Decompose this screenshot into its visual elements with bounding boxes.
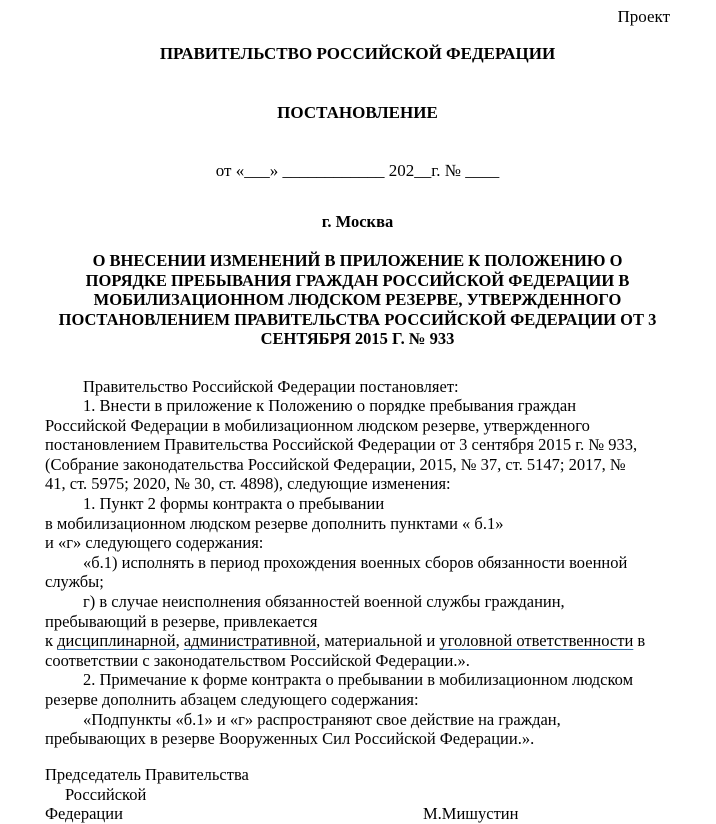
- doc-line: [45, 710, 670, 730]
- doc-line: [45, 377, 670, 397]
- doc-title-line: СЕНТЯБРЯ 2015 Г. № 933: [260, 329, 455, 348]
- text-segment: 1. Пункт 2 формы контракта о пребывании: [83, 494, 385, 514]
- text-segment: в мобилизационном людском резерве дополнить пунктами « б.1»: [45, 513, 504, 533]
- doc-title-line: ПОРЯДКЕ ПРЕБЫВАНИЯ ГРАЖДАН РОССИЙСКОЙ ФЕДЕРАЦИИ В: [85, 270, 630, 290]
- doc-type-heading: ПОСТАНОВЛЕНИЕ: [277, 103, 438, 122]
- doc-line: [45, 631, 670, 651]
- date-number-line: от «___» ____________ 202__г. № ____: [215, 161, 500, 180]
- text-segment: Правительство Российской Федерации постановляет:: [83, 376, 459, 396]
- doc-line: [45, 533, 670, 553]
- doc-line: [45, 514, 670, 534]
- text-segment: Российской Федерации в мобилизационном людском резерве, утвержденного: [45, 415, 590, 435]
- doc-title-line: МОБИЛИЗАЦИОННОМ ЛЮДСКОМ РЕЗЕРВЕ, УТВЕРЖДЕННОГО: [93, 290, 622, 309]
- disciplinary-liability-link[interactable]: дисциплинарной: [57, 631, 176, 651]
- text-segment: 2. Примечание к форме контракта о пребывании в мобилизационном людском: [83, 670, 634, 690]
- doc-line: [45, 690, 670, 710]
- doc-line: [45, 396, 670, 416]
- doc-line: [45, 670, 670, 690]
- signature-role-lines: [45, 765, 670, 824]
- text-segment: 41, ст. 5975; 2020, № 30, ст. 4898), следующие изменения:: [45, 474, 451, 494]
- text-segment: и «г» следующего содержания:: [45, 533, 264, 553]
- signature-name: М.Мишустин: [423, 804, 519, 824]
- doc-line: [45, 435, 670, 455]
- document-body: [45, 377, 670, 749]
- text-segment: ,: [175, 631, 184, 651]
- doc-line: [45, 553, 670, 573]
- signature-role-line: Председатель Правительства: [45, 764, 249, 784]
- org-name: ПРАВИТЕЛЬСТВО РОССИЙСКОЙ ФЕДЕРАЦИИ: [159, 44, 556, 63]
- doc-line: [45, 651, 670, 671]
- text-segment: постановлением Правительства Российской Федерации от 3 сентября 2015 г. № 933,: [45, 435, 638, 455]
- text-segment: соответствии с законодательством Российской Федерации.».: [45, 650, 470, 670]
- doc-line: [45, 729, 670, 749]
- doc-line: [45, 455, 670, 475]
- signature-role-line: Федерации: [45, 804, 123, 824]
- doc-line: [45, 494, 670, 514]
- project-label: Проект: [617, 7, 670, 26]
- text-segment: «б.1) исполнять в период прохождения военных сборов обязанности военной: [83, 552, 628, 572]
- signature-block: [45, 765, 670, 824]
- doc-line: [45, 416, 670, 436]
- text-segment: (Собрание законодательства Российской Федерации, 2015, № 37, ст. 5147; 2017, №: [45, 454, 626, 474]
- text-segment: г) в случае неисполнения обязанностей военной службы гражданин,: [83, 592, 565, 612]
- doc-title-line: О ВНЕСЕНИИ ИЗМЕНЕНИЙ В ПРИЛОЖЕНИЕ К ПОЛОЖЕНИЮ О: [92, 251, 623, 270]
- doc-line: [45, 612, 670, 632]
- text-segment: резерве дополнить абзацем следующего содержания:: [45, 690, 419, 709]
- doc-title: [45, 251, 670, 349]
- criminal-liability-link[interactable]: уголовной ответственности: [439, 631, 634, 651]
- administrative-liability-link[interactable]: административной: [183, 631, 317, 651]
- doc-title-line: ПОСТАНОВЛЕНИЕМ ПРАВИТЕЛЬСТВА РОССИЙСКОЙ ФЕДЕРАЦИИ ОТ 3: [58, 309, 657, 329]
- text-segment: пребывающий в резерве, привлекается: [45, 611, 318, 631]
- signature-role-line: Российской: [65, 784, 147, 804]
- text-segment: к: [45, 631, 58, 651]
- text-segment: 1. Внести в приложение к Положению о порядке пребывания граждан: [83, 396, 577, 416]
- doc-line: [45, 592, 670, 612]
- doc-line: [45, 572, 670, 592]
- text-segment: пребывающих в резерве Вооруженных Сил Российской Федерации.».: [45, 729, 535, 749]
- city-line: г. Москва: [321, 212, 394, 231]
- text-segment: «Подпункты «б.1» и «г» распространяют свое действие на граждан,: [83, 709, 561, 729]
- text-segment: в: [633, 631, 646, 651]
- text-segment: службы;: [45, 572, 104, 592]
- text-segment: , материальной и: [316, 631, 440, 651]
- doc-line: [45, 474, 670, 494]
